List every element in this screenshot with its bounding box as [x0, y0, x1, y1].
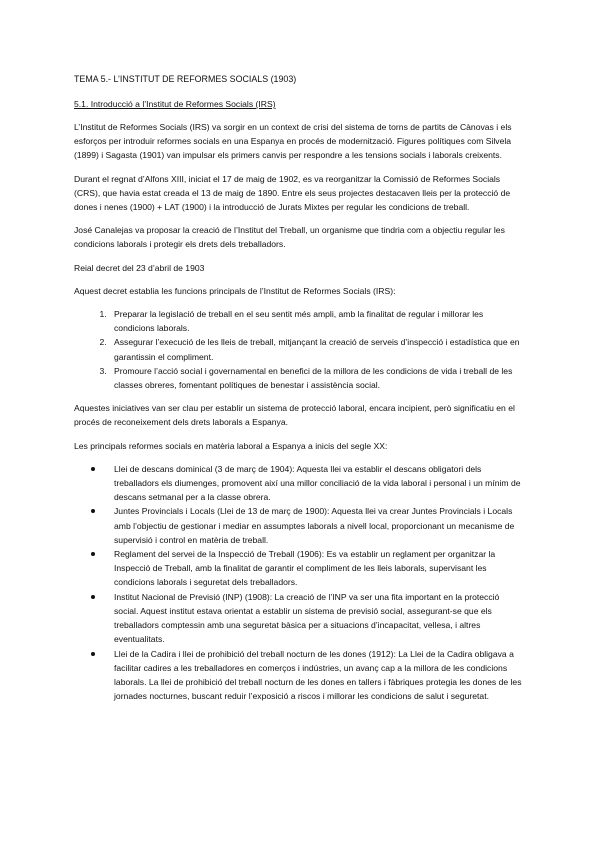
list-item: 1. Preparar la legislació de treball en el seu sentit més ampli, amb la finalitat de regular i millorar les condicions laborals. [109, 307, 526, 335]
document-title: TEMA 5.- L’INSTITUT DE REFORMES SOCIALS (1903) [74, 74, 297, 84]
list-item [109, 504, 526, 547]
section-heading: 5.1. Introducció a l’Institut de Reformes Socials (IRS) [74, 99, 276, 109]
bullet-icon [91, 595, 95, 599]
list-item: 3. Promoure l’acció social i governamental en benefici de la millora de les condicions de vida i treball de les classes obreres, fomentant polítiques de benestar i assistència social. [109, 364, 526, 392]
bullet-icon [91, 552, 95, 556]
list-item [109, 547, 526, 590]
reforms-intro: Les principals reformes socials en matèria laboral a Espanya a inicis del segle XX: [74, 440, 388, 451]
summary-paragraph: Aquestes iniciatives van ser clau per establir un sistema de protecció laboral, encara incipient, però significatiu en el procés de reconeixement dels drets laborals a Espanya. [74, 403, 515, 428]
list-item-text: Juntes Provincials i Locals (Llei de 13 de març de 1900): Aquesta llei va crear Juntes Provincials i Locals amb l’objectiu de gestionar i mediar en assumptes laborals a nivell local, proporcionant un mecanisme de supervisió i control en matèria de treball. [114, 506, 515, 545]
bullet-icon [91, 652, 95, 656]
canalejas-paragraph: José Canalejas va proposar la creació de l’Institut del Treball, un organisme que tindria com a objectiu regular les condicions laborals i protegir els drets dels treballadors. [74, 225, 505, 250]
decree-heading: Reial decret del 23 d’abril de 1903 [74, 262, 205, 273]
bullet-icon [91, 467, 95, 471]
decree-intro: Aquest decret establia les funcions principals de l’Institut de Reformes Socials (IRS): [74, 285, 396, 296]
list-item-text: Reglament del servei de la Inspecció de Treball (1906): Es va establir un reglament per organitzar la Inspecció de Treball, amb la finalitat de garantir el compliment de les lleis laborals, supervisant les condicions laborals i seguretat dels treballadors. [114, 549, 496, 588]
alfons-paragraph: Durant el regnat d’Alfons XIII, iniciat el 17 de maig de 1902, es va reorganitzar la Comissió de Reformes Socials (CRS), que havia estat creada el 13 de maig de 1890. Entre els seus projectes destacaven lleis per la protecció de dones i nenes (1900) + LAT (1900) i la introducció de Jurats Mixtes per regular les condicions de treball. [74, 173, 511, 213]
list-item [109, 590, 526, 647]
list-item [109, 462, 526, 505]
intro-paragraph: L’Institut de Reformes Socials (IRS) va sorgir en un context de crisi del sistema de torns de partits de Cànovas i els esforços per introduir reformes socials en una Espanya en procés de modernització. Figures polítiques com Silvela (1899) i Sagasta (1901) van impulsar els primers canvis per respondre a les tensions socials i laborals creixents. [74, 122, 512, 161]
functions-list [74, 307, 526, 392]
list-item-text: Llei de descans dominical (3 de març de 1904): Aquesta llei va establir el descans obligatori dels treballadors els diumenges, promovent així una millor conciliació de la vida laboral i personal i un mínim de descans setmanal per a la classe obrera. [114, 463, 521, 503]
reforms-list [74, 462, 526, 703]
list-item-text: Institut Nacional de Previsió (INP) (1908): La creació de l’INP va ser una fita important en la protecció social. Aquest institut estava orientat a establir un sistema de previsió social, assegurant-se que els treballadors comptessin amb una seguretat bàsica per a situacions d’incapacitat, vellesa, i altres eventualitats. [114, 591, 500, 645]
bullet-icon [91, 509, 95, 513]
list-item-text: Llei de la Cadira i llei de prohibició del treball nocturn de les dones (1912): La Llei de la Cadira obligava a facilitar cadires a les treballadores en comerços i indústries, un avanç cap a la millora de les condicions laborals. La llei de prohibició del treball nocturn de les dones en tallers i fàbriques protegia les dones de les jornades nocturnes, buscant reduir l’exposició a riscos i millorar les condicions de salut i seguretat. [114, 648, 522, 702]
list-item: 2. Assegurar l’execució de les lleis de treball, mitjançant la creació de serveis d’inspecció i estadística que en garantissin el compliment. [109, 335, 526, 363]
list-item [109, 647, 526, 704]
